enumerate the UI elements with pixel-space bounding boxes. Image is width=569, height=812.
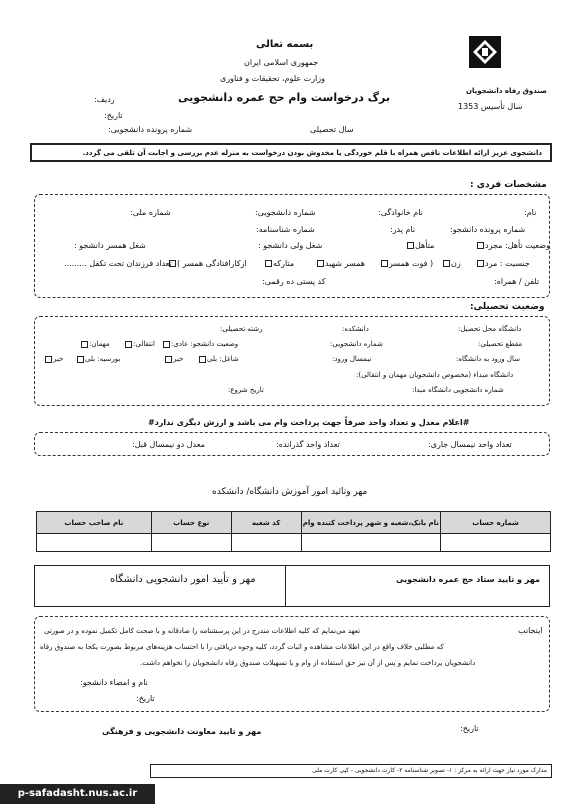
single-checkbox[interactable] [477, 242, 484, 249]
father-label: نام پدر: [390, 225, 416, 234]
notice-text: دانشجوی عزیز ارائه اطلاعات ناقص همراه با قلم خوردگی یا مخدوش بودن درخواست به منزله عدم بررسی و اجابت آن تلقی می گردد. [82, 149, 542, 157]
col-branch-code: کد شعبه [231, 512, 301, 534]
id-no-label: شماره شناسنامه: [256, 225, 315, 234]
pledge-line-2: که مطلبی خلاف واقع در این اطلاعات مشاهده و اثبات گردد، کلیه وجوه دریافتی را با احتساب هزینه‌های مربوط بصورت یکجا به صندوق رفاه [40, 643, 444, 651]
national-no-label: شماره ملی: [130, 208, 171, 217]
martyr-checkbox[interactable] [317, 260, 324, 267]
family-label: نام خانوادگی: [378, 208, 423, 217]
disabled-option [168, 259, 247, 268]
gpa-note: #اعلام معدل و تعداد واحد صرفاً جهت پرداخت وام می باشد و ارزش دیگری ندارد# [148, 418, 470, 427]
current-units-label: تعداد واحد نیمسال جاری: [428, 440, 512, 449]
deceased-option [380, 259, 433, 268]
col-account-holder: نام صاحب حساب [37, 512, 152, 534]
gender-label: جنسیت : مرد [485, 259, 530, 268]
academic-year-label: سال تحصیلی [310, 125, 354, 134]
deceased-checkbox[interactable] [381, 260, 388, 267]
footer-box [150, 764, 552, 778]
file-no-label: شماره پرونده دانشجو: [450, 225, 526, 234]
account-holder-cell[interactable] [37, 534, 152, 552]
employed-no-label: خیر [173, 355, 184, 363]
marital-single: وضعیت تأهل: مجرد [485, 241, 550, 250]
bottom-date-label: تاریخ: [460, 724, 479, 733]
name-label: نام: [524, 208, 537, 217]
education-heading: وضعیت تحصیلی: [470, 302, 545, 312]
married-label: متأهل [415, 241, 435, 250]
established-year: سال تأسیس 1353 [458, 102, 523, 111]
row-label: ردیف: [94, 95, 115, 104]
marital-label [476, 241, 550, 250]
guest-label: مهمان: [89, 340, 110, 348]
deputy-seal-label: مهر و تایید معاونت دانشجویی و فرهنگی [102, 727, 262, 736]
status-label: وضعیت دانشجو: عادی: [171, 340, 239, 348]
account-table [36, 511, 551, 552]
affairs-seal-label: مهر و تأیید امور دانشجویی دانشگاه [110, 574, 256, 585]
bismillah: بسمه تعالی [256, 39, 314, 50]
country-name: جمهوری اسلامی ایران [244, 58, 319, 67]
divorced-option [264, 259, 294, 268]
status-regular [162, 340, 238, 348]
postal-label: کد پستی ده رقمی: [262, 277, 326, 286]
account-type-cell[interactable] [151, 534, 231, 552]
student-no-label: شماره دانشجویی: [255, 208, 316, 217]
origin-uni-label: دانشگاه مبداء (مخصوص دانشجویان مهمان و انتقالی): [356, 371, 514, 379]
personal-heading: مشخصات فردی : [470, 180, 547, 190]
gender-male [476, 259, 530, 268]
account-header-row [37, 512, 551, 534]
married-checkbox[interactable] [407, 242, 414, 249]
student-signature-label: نام و امضاء دانشجو: [80, 678, 148, 687]
pledge-intro: اینجانب [518, 626, 543, 635]
required-docs-text: مدارک مورد نیاز جهت ارائه به مرکز : ۱- تصویر شناسنامه ۲- کارت دانشجویی - کپی کارت ملی [312, 767, 547, 774]
employed-label: شاغل: بلی [207, 355, 239, 363]
martyr-label: همسر شهید [325, 259, 365, 268]
pledge-date-label: تاریخ: [136, 694, 155, 703]
university-label: دانشگاه محل تحصیل: [458, 325, 522, 333]
male-checkbox[interactable] [477, 260, 484, 267]
fund-logo-icon [455, 34, 515, 84]
branch-code-cell[interactable] [231, 534, 301, 552]
status-transfer [124, 340, 155, 348]
pledge-line-3: دانشجویان پرداخت نمایم و پس از آن نیز حق استفاده از وام و یا تسهیلات صندوق رفاه دانشجویان را نخواهم داشت. [140, 659, 476, 667]
origin-student-no-label: شماره دانشجویی دانشگاه مبدا: [412, 386, 504, 394]
prev-gpa-label: معدل دو نیمسال قبل: [132, 440, 205, 449]
employed-yes [198, 355, 239, 363]
spouse-job-label: شغل همسر دانشجو : [74, 241, 146, 250]
date-label: تاریخ: [104, 111, 123, 120]
regular-checkbox[interactable] [163, 341, 170, 348]
faculty-label: دانشکده: [342, 325, 369, 333]
account-no-cell[interactable] [441, 534, 551, 552]
divorced-label: متارکه [273, 259, 295, 268]
passed-units-label: تعداد واحد گذرانده: [276, 440, 340, 449]
disabled-label: ازکارافتادگی همسر ) [177, 259, 247, 268]
employed-yes-checkbox[interactable] [199, 356, 206, 363]
female-label: زن [451, 259, 461, 268]
scholarship-no [44, 355, 63, 363]
fund-name: صندوق رفاه دانشجویان [466, 87, 547, 95]
affairs-seal-box [34, 565, 286, 607]
gender-female [442, 259, 461, 268]
col-account-no: شماره حساب [441, 512, 551, 534]
divorced-checkbox[interactable] [265, 260, 272, 267]
site-url[interactable]: p-safadasht.nus.ac.ir [0, 784, 155, 804]
col-bank: نام بانک،شعبه و شهر پرداخت کننده وام [301, 512, 441, 534]
col-account-type: نوع حساب [151, 512, 231, 534]
account-data-row [37, 534, 551, 552]
transfer-label: انتقالی: [133, 340, 156, 348]
guest-checkbox[interactable] [81, 341, 88, 348]
deceased-label: ( فوت همسر [389, 259, 434, 268]
start-date-label: تاریخ شروع: [228, 386, 264, 394]
martyr-option [316, 259, 365, 268]
hajj-seal-label: مهر و تایید ستاد حج عمره دانشجویی [396, 575, 540, 584]
scholarship-label: بورسیه: بلی [85, 355, 121, 363]
phone-label: تلفن / همراه: [494, 277, 540, 286]
female-checkbox[interactable] [443, 260, 450, 267]
student-file-no-label: شماره پرونده دانشجویی: [108, 125, 193, 134]
scholarship-no-checkbox[interactable] [45, 356, 52, 363]
ministry-name: وزارت علوم، تحقیقات و فناوری [220, 74, 325, 83]
employed-no-checkbox[interactable] [165, 356, 172, 363]
scholarship-yes [76, 355, 120, 363]
status-guest [80, 340, 110, 348]
scholarship-yes-checkbox[interactable] [77, 356, 84, 363]
married-option [406, 241, 434, 250]
pledge-line-1: تعهد می‌نمایم که کلیه اطلاعات مندرج در این پرسشنامه را صادقانه و با صحت کامل تکمیل نموده و در صورتی [44, 627, 361, 635]
entry-term-label: نیمسال ورود: [332, 355, 372, 363]
transfer-checkbox[interactable] [125, 341, 132, 348]
edu-student-no-label: شماره دانشجویی: [330, 340, 383, 348]
guardian-job-label: شغل ولی دانشجو : [258, 241, 323, 250]
employed-no [164, 355, 183, 363]
form-title: برگ درخواست وام حج عمره دانشجویی [178, 91, 390, 104]
notice-box [30, 143, 552, 162]
bank-cell[interactable] [301, 534, 441, 552]
entry-year-label: سال ورود به دانشگاه: [456, 355, 520, 363]
scholarship-no-label: خیر [53, 355, 64, 363]
uni-seal-label: مهر وتائید امور آموزش دانشگاه/ دانشکده [212, 487, 368, 497]
major-label: رشته تحصیلی: [220, 325, 263, 333]
level-label: مقطع تحصیلی: [478, 340, 523, 348]
children-label: تعداد فرزندان تحت تکفل ......... [64, 259, 172, 268]
